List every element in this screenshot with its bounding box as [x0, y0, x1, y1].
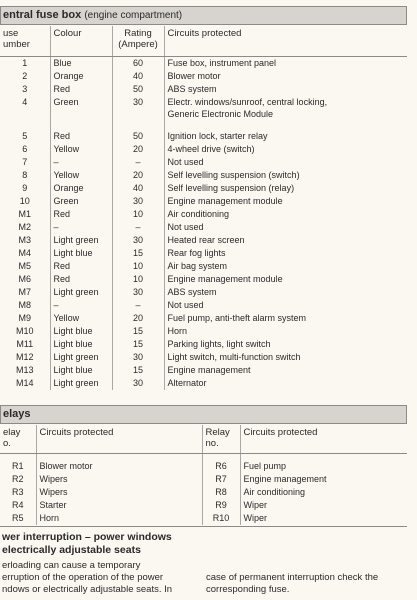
fuse-number-cell-text: M12 [15, 352, 34, 362]
fuse-number-cell [0, 182, 50, 195]
notice-right-line1: case of permanent interruption check the [206, 572, 379, 583]
fuse-rating-cell-text: 15 [132, 339, 143, 349]
fuse-number-cell [0, 221, 50, 234]
fuse-rating-cell [112, 182, 164, 195]
fuse-colour-cell-text: Light blue [53, 248, 93, 258]
fuse-colour-cell-text: Red [53, 261, 71, 271]
fuse-number-cell [0, 260, 50, 273]
fuse-circuit-cell [164, 130, 407, 143]
fuse-row [0, 377, 407, 390]
fuse-colour-cell [50, 286, 112, 299]
fuse-colour-cell-text: – [53, 222, 59, 232]
header-relay-circuits-right: Circuits protected [240, 425, 407, 454]
fuse-rating-cell-text: 15 [132, 365, 143, 375]
fuse-circuit-cell [164, 143, 407, 156]
fuse-rating-cell-text: 50 [132, 84, 143, 94]
fuse-row [0, 70, 407, 83]
relay-row [0, 460, 407, 473]
fuse-colour-cell [50, 260, 112, 273]
fuse-circuit-cell-text: Engine management module [167, 274, 283, 284]
fuse-table-header [0, 26, 407, 57]
fuse-number-cell [0, 351, 50, 364]
fuse-colour-cell [50, 273, 112, 286]
fuse-circuit-cell [164, 299, 407, 312]
fuse-circuit-cell [164, 325, 407, 338]
fuse-row [0, 273, 407, 286]
fuse-number-cell-text: 10 [19, 196, 30, 206]
fuse-circuit-cell [164, 83, 407, 96]
fuse-box-title-band [0, 6, 407, 25]
relay-number-cell: R7 [202, 473, 240, 486]
fuse-rating-cell-text: 40 [132, 71, 143, 81]
fuse-rating-cell-text: 30 [132, 235, 143, 245]
fuse-row [0, 83, 407, 96]
fuse-colour-cell-text: Red [53, 131, 71, 141]
fuse-rating-cell [112, 83, 164, 96]
fuse-colour-cell [50, 299, 112, 312]
relay-row [0, 486, 407, 499]
fuse-rating-cell [112, 338, 164, 351]
fuse-rating-cell [112, 130, 164, 143]
fuse-colour-cell [50, 195, 112, 208]
fuse-rating-cell [112, 57, 164, 71]
notice-left-line3: ndows or electrically adjustable seats. In [2, 584, 173, 595]
fuse-circuit-cell-text: Horn [167, 326, 188, 336]
fuse-number-cell-text: M6 [18, 274, 31, 284]
fuse-circuit-cell [164, 338, 407, 351]
header-rating [112, 26, 164, 57]
fuse-circuit-cell-text: Self levelling suspension (relay) [167, 183, 295, 193]
fuse-number-cell-text: 6 [22, 144, 28, 154]
fuse-number-cell [0, 286, 50, 299]
fuse-rating-cell-text: – [135, 222, 141, 232]
fuse-circuit-cell-text: Not used [167, 300, 204, 310]
fuse-row [0, 312, 407, 325]
fuse-circuit-cell-text: Heated rear screen [167, 235, 245, 245]
fuse-row [0, 234, 407, 247]
fuse-rating-cell [112, 169, 164, 182]
fuse-number-cell-text: M10 [15, 326, 34, 336]
fuse-rating-cell-text: 30 [132, 196, 143, 206]
fuse-number-cell [0, 208, 50, 221]
fuse-circuit-cell-text: Rear fog lights [167, 248, 226, 258]
fuse-circuit-cell-text: Alternator [167, 378, 207, 388]
relay-number-cell: R3 [0, 486, 36, 499]
fuse-row [0, 338, 407, 351]
fuse-number-cell-text: 2 [22, 71, 28, 81]
fuse-row [0, 156, 407, 169]
fuse-circuit-cell [164, 377, 407, 390]
fuse-colour-cell-text: Light blue [53, 365, 93, 375]
fuse-rating-cell-text: 30 [132, 378, 143, 388]
fuse-colour-cell [50, 70, 112, 83]
fuse-circuit-cell-text-line2: Generic Electronic Module [167, 109, 274, 119]
spacer-cell [112, 120, 164, 130]
fuse-colour-cell-text: Blue [53, 58, 72, 68]
fuse-colour-cell-text: Light blue [53, 339, 93, 349]
fuse-circuit-cell [164, 312, 407, 325]
relays-title: elays [3, 408, 31, 420]
fuse-rating-cell [112, 299, 164, 312]
relay-circuit-cell: Wipers [36, 473, 202, 486]
fuse-circuit-cell-text: Parking lights, light switch [167, 339, 271, 349]
fuse-circuit-cell-text: Self levelling suspension (switch) [167, 170, 300, 180]
fuse-row [0, 208, 407, 221]
fuse-number-cell [0, 96, 50, 120]
fuse-circuit-cell [164, 247, 407, 260]
fuse-circuit-cell-text: Light switch, multi-function switch [167, 352, 301, 362]
fuse-rating-cell [112, 70, 164, 83]
relay-table-bottom-rule [0, 526, 407, 527]
fuse-number-cell-text: M7 [18, 287, 31, 297]
fuse-colour-cell [50, 130, 112, 143]
relay-table-body [0, 454, 407, 526]
fuse-colour-cell [50, 364, 112, 377]
fuse-rating-cell [112, 351, 164, 364]
fuse-number-cell-text: M5 [18, 261, 31, 271]
fuse-colour-cell [50, 221, 112, 234]
fuse-circuit-cell [164, 156, 407, 169]
fuse-circuit-cell-text: Not used [167, 157, 204, 167]
fuse-circuit-cell-text: Engine management module [167, 196, 283, 206]
fuse-colour-cell [50, 182, 112, 195]
relay-circuit-cell: Wiper [243, 513, 268, 523]
fuse-colour-cell [50, 325, 112, 338]
fuse-rating-cell-text: 60 [132, 58, 143, 68]
fuse-rating-cell [112, 143, 164, 156]
fuse-number-cell [0, 169, 50, 182]
header-relay-no-left-line2: o. [3, 438, 11, 449]
header-fuse-number [0, 26, 50, 57]
fuse-colour-cell [50, 234, 112, 247]
fuse-row [0, 57, 407, 71]
header-relay-no-right-line2: no. [205, 438, 219, 449]
fuse-number-cell [0, 247, 50, 260]
fuse-number-cell [0, 273, 50, 286]
notice-title [2, 531, 222, 557]
fuse-colour-cell [50, 377, 112, 390]
fuse-colour-cell-text: Red [53, 209, 71, 219]
fuse-circuit-cell [164, 70, 407, 83]
fuse-number-cell [0, 299, 50, 312]
fuse-rating-cell [112, 286, 164, 299]
fuse-rating-cell-text: 10 [132, 274, 143, 284]
fuse-circuit-cell-text: Fuse box, instrument panel [167, 58, 277, 68]
fuse-number-cell-text: 5 [22, 131, 28, 141]
fuse-circuit-cell-text: Air bag system [167, 261, 228, 271]
fuse-number-cell [0, 130, 50, 143]
fuse-circuit-cell [164, 57, 407, 71]
relay-circuit-cell: Wipers [36, 486, 202, 499]
notice-right-line2: corresponding fuse. [206, 584, 290, 595]
fuse-number-cell [0, 338, 50, 351]
fuse-row [0, 247, 407, 260]
fuse-number-cell-text: M11 [16, 339, 34, 349]
fuse-row [0, 143, 407, 156]
fuse-number-cell [0, 377, 50, 390]
fuse-row [0, 130, 407, 143]
relay-circuit-cell: Engine management [243, 474, 327, 484]
fuse-row-spacer [0, 120, 407, 130]
fuse-circuit-cell [164, 195, 407, 208]
fuse-number-cell [0, 312, 50, 325]
fuse-rating-cell-text: 30 [132, 287, 143, 297]
fuse-row [0, 364, 407, 377]
fuse-colour-cell-text: Green [53, 196, 79, 206]
notice-column-left [2, 560, 202, 596]
fuse-colour-cell [50, 57, 112, 71]
fuse-number-cell-text: M3 [18, 235, 31, 245]
notice-title-line1: wer interruption – power windows [2, 531, 172, 543]
spacer-cell [164, 120, 407, 130]
header-relay-no-right [202, 425, 240, 454]
fuse-number-cell-text: 1 [22, 58, 28, 68]
header-fuse-number-line1: use [3, 28, 19, 39]
fuse-colour-cell-text: Orange [53, 71, 84, 81]
header-circuits: Circuits protected [164, 26, 407, 57]
fuse-number-cell-text: M4 [18, 248, 31, 258]
fuse-number-cell-text: 8 [22, 170, 28, 180]
header-colour: Colour [50, 26, 112, 57]
fuse-rating-cell-text: 40 [132, 183, 143, 193]
fuse-number-cell-text: M14 [15, 378, 34, 388]
relay-circuit-cell: Starter [36, 499, 202, 512]
fuse-rating-cell [112, 312, 164, 325]
fuse-row [0, 182, 407, 195]
fuse-colour-cell-text: Red [53, 84, 71, 94]
fuse-colour-cell [50, 156, 112, 169]
fuse-number-cell [0, 143, 50, 156]
relay-circuit-cell: Horn [36, 512, 202, 525]
relay-number-cell: R5 [0, 512, 36, 525]
fuse-circuit-cell [164, 221, 407, 234]
fuse-circuit-cell [164, 182, 407, 195]
fuse-number-cell-text: 3 [22, 84, 28, 94]
fuse-colour-cell [50, 143, 112, 156]
fuse-colour-cell [50, 169, 112, 182]
fuse-circuit-cell [164, 208, 407, 221]
fuse-circuit-cell-text: Air conditioning [167, 209, 230, 219]
fuse-colour-cell-text: – [53, 300, 59, 310]
fuse-circuit-cell-text: Not used [167, 222, 204, 232]
header-relay-no-right-line1: Relay [205, 427, 230, 438]
relay-circuit-cell: Blower motor [36, 460, 202, 473]
fuse-circuit-cell-text: Ignition lock, starter relay [167, 131, 268, 141]
fuse-colour-cell [50, 338, 112, 351]
fuse-rating-cell-text: 30 [132, 97, 143, 107]
fuse-rating-cell [112, 325, 164, 338]
fuse-circuit-cell-text: Electr. windows/sunroof, central locking, [167, 97, 328, 107]
fuse-colour-cell [50, 208, 112, 221]
fuse-box-title: entral fuse box [3, 9, 82, 21]
fuse-number-cell [0, 195, 50, 208]
fuse-circuit-cell-text: Fuel pump, anti-theft alarm system [167, 313, 307, 323]
fuse-rating-cell-text: 10 [132, 209, 143, 219]
fuse-rating-cell [112, 156, 164, 169]
fuse-table-body [0, 57, 407, 391]
fuse-rating-cell [112, 208, 164, 221]
relay-circuit-cell: Fuel pump [243, 461, 287, 471]
fuse-rating-cell [112, 234, 164, 247]
fuse-rating-cell-text: 20 [132, 170, 143, 180]
fuse-circuit-cell [164, 260, 407, 273]
fuse-colour-cell-text: – [53, 157, 59, 167]
fuse-circuit-cell [164, 286, 407, 299]
relay-number-cell: R9 [202, 499, 240, 512]
fuse-rating-cell-text: 10 [132, 261, 143, 271]
fuse-row [0, 286, 407, 299]
header-fuse-number-line2: umber [3, 39, 30, 50]
header-rating-line2: (Ampere) [118, 39, 158, 50]
fuse-colour-cell-text: Green [53, 97, 79, 107]
fuse-rating-cell-text: – [135, 300, 141, 310]
fuse-rating-cell [112, 96, 164, 120]
fuse-circuit-cell [164, 234, 407, 247]
fuse-number-cell-text: 7 [22, 157, 28, 167]
fuse-number-cell-text: M8 [18, 300, 31, 310]
fuse-circuit-cell [164, 273, 407, 286]
header-relay-no-left [0, 425, 36, 454]
fuse-colour-cell-text: Light green [53, 378, 99, 388]
fuse-rating-cell-text: 15 [132, 326, 143, 336]
fuse-rating-cell-text: 20 [132, 144, 143, 154]
fuse-colour-cell [50, 351, 112, 364]
fuse-rating-cell-text: 20 [132, 313, 143, 323]
relay-number-cell: R10 [202, 512, 240, 525]
relay-number-cell: R8 [202, 486, 240, 499]
fuse-number-cell [0, 156, 50, 169]
fuse-circuit-cell-text: ABS system [167, 84, 217, 94]
fuse-rating-cell-text: 15 [132, 248, 143, 258]
relay-row [0, 512, 407, 525]
fuse-number-cell [0, 364, 50, 377]
relay-table-header [0, 425, 407, 454]
relay-number-cell: R4 [0, 499, 36, 512]
fuse-colour-cell [50, 83, 112, 96]
notice-left-line2: erruption of the operation of the power [2, 572, 164, 583]
fuse-rating-cell [112, 260, 164, 273]
fuse-colour-cell-text: Red [53, 274, 71, 284]
fuse-row [0, 351, 407, 364]
fuse-row [0, 325, 407, 338]
spacer-cell [50, 120, 112, 130]
relays-title-band [0, 405, 407, 424]
fuse-colour-cell-text: Light blue [53, 326, 93, 336]
fuse-row [0, 169, 407, 182]
header-relay-circuits-left: Circuits protected [36, 425, 202, 454]
header-rating-line1: Rating [124, 28, 152, 39]
fuse-rating-cell [112, 273, 164, 286]
fuse-row [0, 221, 407, 234]
fuse-colour-cell-text: Light green [53, 352, 99, 362]
fuse-number-cell [0, 57, 50, 71]
fuse-number-cell [0, 325, 50, 338]
fuse-rating-cell-text: – [135, 157, 141, 167]
fuse-rating-cell [112, 195, 164, 208]
fuse-rating-cell [112, 247, 164, 260]
header-relay-no-left-line1: elay [3, 427, 21, 438]
notice-left-line1: erloading can cause a temporary [2, 560, 141, 571]
fuse-colour-cell-text: Yellow [53, 144, 80, 154]
fuse-rating-cell [112, 377, 164, 390]
fuse-circuit-cell-text: ABS system [167, 287, 217, 297]
fuse-colour-cell [50, 312, 112, 325]
notice-title-line2: electrically adjustable seats [2, 544, 141, 556]
fuse-number-cell [0, 83, 50, 96]
spacer-cell [0, 120, 50, 130]
relay-row [0, 499, 407, 512]
fuse-colour-cell-text: Yellow [53, 170, 80, 180]
fuse-colour-cell-text: Orange [53, 183, 84, 193]
fuse-colour-cell-text: Light green [53, 287, 99, 297]
fuse-circuit-cell [164, 96, 407, 120]
relay-number-cell: R1 [0, 460, 36, 473]
fuse-row [0, 299, 407, 312]
fuse-number-cell-text: M9 [18, 313, 31, 323]
relay-row [0, 473, 407, 486]
relay-table [0, 425, 407, 525]
fuse-colour-cell-text: Light green [53, 235, 99, 245]
fuse-circuit-cell [164, 169, 407, 182]
fuse-colour-cell-text: Yellow [53, 313, 80, 323]
fuse-rating-cell-text: 30 [132, 352, 143, 362]
relay-circuit-cell: Wiper [243, 500, 268, 510]
fuse-colour-cell [50, 247, 112, 260]
fuse-rating-cell-text: 50 [132, 131, 143, 141]
fuse-number-cell-text: 4 [22, 97, 28, 107]
fuse-table [0, 26, 407, 390]
fuse-circuit-cell-text: 4-wheel drive (switch) [167, 144, 255, 154]
fuse-number-cell-text: 9 [22, 183, 28, 193]
fuse-number-cell-text: M2 [18, 222, 31, 232]
fuse-row [0, 260, 407, 273]
fuse-number-cell [0, 70, 50, 83]
fuse-colour-cell [50, 96, 112, 120]
fuse-row [0, 96, 407, 120]
fuse-number-cell-text: M1 [18, 209, 31, 219]
relay-circuit-cell: Air conditioning [243, 487, 306, 497]
fuse-circuit-cell [164, 351, 407, 364]
fuse-circuit-cell-text: Blower motor [167, 71, 221, 81]
fuse-rating-cell [112, 364, 164, 377]
fuse-box-subtitle: (engine compartment) [84, 10, 183, 21]
notice-column-right [206, 572, 406, 596]
fuse-circuit-cell-text: Engine management [167, 365, 251, 375]
relay-number-cell: R2 [0, 473, 36, 486]
fuse-number-cell [0, 234, 50, 247]
fuse-number-cell-text: M13 [15, 365, 34, 375]
fuse-rating-cell [112, 221, 164, 234]
fuse-row [0, 195, 407, 208]
fuse-circuit-cell [164, 364, 407, 377]
relay-number-cell: R6 [202, 460, 240, 473]
